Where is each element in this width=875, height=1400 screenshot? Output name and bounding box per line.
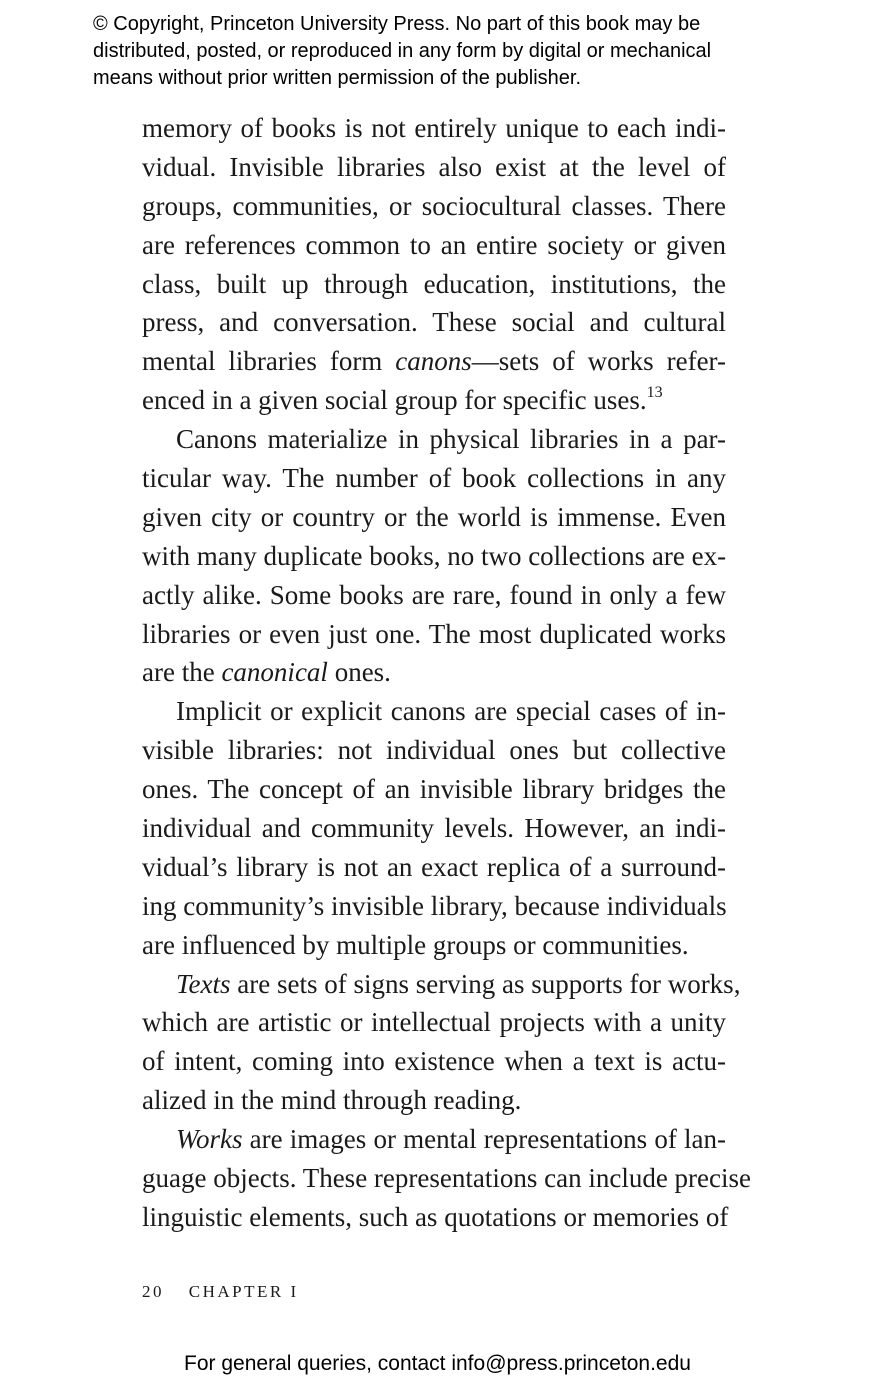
- page-body-text: [142, 109, 752, 1237]
- text-line: given city or country or the world is immense. Even: [142, 501, 726, 532]
- text-line: ticular way. The number of book collections in any: [142, 463, 726, 494]
- text-line: libraries or even just one. The most duplicated works: [142, 618, 726, 649]
- text-line: guage objects. These representations can include precise: [142, 1163, 752, 1194]
- paragraph-2: [142, 420, 726, 692]
- page-footer: [142, 1282, 299, 1302]
- paragraph-1: [142, 109, 726, 420]
- text-run: are sets of signs serving as supports for works,: [230, 968, 741, 999]
- text-line: visible libraries: not individual ones but collective: [142, 735, 726, 766]
- text-line: are references common to an entire society or given: [142, 229, 726, 260]
- text-run: are the: [142, 657, 222, 688]
- copyright-line: distributed, posted, or reproduced in any form by digital or mechanical: [93, 40, 712, 62]
- text-line: individual and community levels. However, an indi-: [142, 813, 726, 844]
- text-line: which are artistic or intellectual projects with a unity: [142, 1007, 726, 1038]
- paragraph-5: [142, 1120, 752, 1237]
- text-run: mental libraries form: [142, 346, 396, 377]
- text-line: vidual. Invisible libraries also exist at the level of: [142, 151, 726, 182]
- text-run: ones.: [327, 657, 391, 688]
- text-line: actly alike. Some books are rare, found in only a few: [142, 579, 726, 610]
- text-line: Canons materialize in physical libraries in a par-: [176, 424, 726, 455]
- copyright-line: means without prior written permission of the publisher.: [93, 67, 582, 89]
- text-line: alized in the mind through reading.: [142, 1085, 522, 1116]
- emphasis-texts: Texts: [176, 968, 231, 999]
- text-run: enced in a given social group for specific uses.: [142, 385, 647, 416]
- text-line: [142, 381, 726, 420]
- text-line: groups, communities, or sociocultural classes. There: [142, 190, 726, 221]
- emphasis-canonical: canonical: [221, 657, 328, 688]
- text-line: vidual’s library is not an exact replica of a surround-: [142, 851, 726, 882]
- text-line: class, built up through education, institutions, the: [142, 268, 726, 299]
- text-line: [142, 965, 741, 1004]
- emphasis-works: Works: [176, 1124, 243, 1155]
- running-head: CHAPTER I: [188, 1282, 299, 1301]
- text-line: ing community’s invisible library, because individuals: [142, 890, 727, 921]
- text-line: memory of books is not entirely unique to each indi-: [142, 113, 726, 143]
- copyright-line: © Copyright, Princeton University Press. No part of this book may be: [93, 13, 701, 35]
- text-line: with many duplicate books, no two collections are ex-: [142, 540, 727, 571]
- copyright-notice: [93, 11, 833, 92]
- text-line: [142, 653, 726, 692]
- contact-notice: For general queries, contact info@press.princeton.edu: [184, 1352, 691, 1375]
- text-line: [142, 1120, 726, 1159]
- text-line: ones. The concept of an invisible library bridges the: [142, 774, 726, 805]
- text-run: —sets of works refer-: [471, 346, 726, 377]
- text-line: are influenced by multiple groups or communities.: [142, 929, 689, 960]
- paragraph-3: [142, 692, 726, 964]
- text-line: Implicit or explicit canons are special cases of in-: [176, 696, 726, 727]
- emphasis-canons: canons: [395, 346, 472, 377]
- page-number: 20: [142, 1282, 164, 1301]
- text-run: are images or mental representations of lan-: [242, 1124, 726, 1155]
- text-line: [142, 342, 726, 381]
- paragraph-4: [142, 965, 741, 1121]
- footnote-marker: 13: [646, 384, 663, 402]
- text-line: linguistic elements, such as quotations or memories of: [142, 1201, 729, 1232]
- text-line: press, and conversation. These social and cultural: [142, 307, 726, 338]
- text-line: of intent, coming into existence when a text is actu-: [142, 1046, 726, 1077]
